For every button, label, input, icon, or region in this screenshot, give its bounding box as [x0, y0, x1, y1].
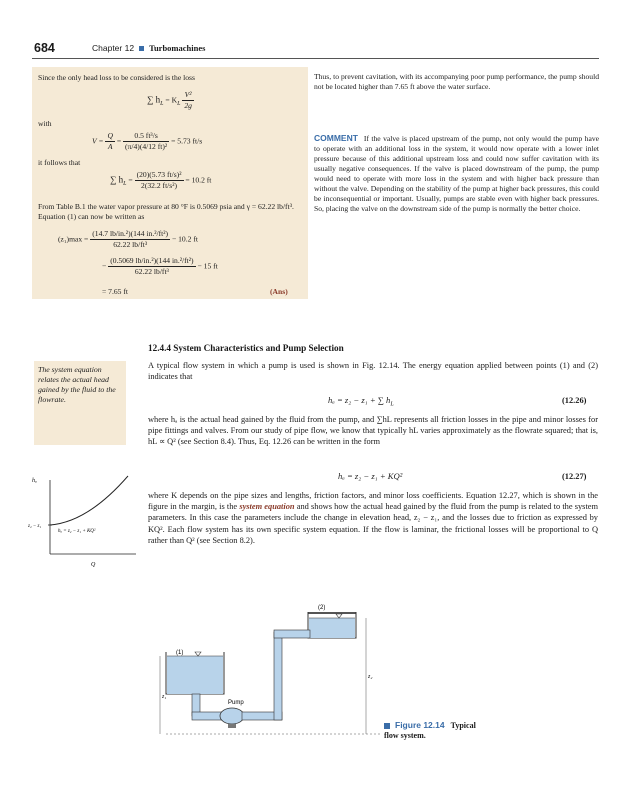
page-number: 684	[34, 41, 55, 55]
plot-x-label: Q	[91, 562, 96, 568]
system-curve	[50, 476, 128, 525]
eq-v-result: = 5.73 ft/s	[171, 136, 203, 146]
eq-hl-den: 2g	[184, 101, 192, 110]
system-equation-term: system equation	[239, 502, 295, 512]
running-header	[92, 43, 205, 53]
eq-v-num2: 0.5 ft³/s	[123, 131, 169, 142]
plot-curve-label: hₐ = z₂ − z₁ + KQ²	[58, 529, 96, 534]
figure-12-14	[158, 598, 390, 750]
eq-sum-den: 2(32.2 ft/s²)	[141, 181, 178, 190]
pump-label: Pump	[228, 700, 244, 706]
eq-sum-num: (20)(5.73 ft/s)²	[136, 170, 182, 179]
eq-z1-mid: − 10.2 ft	[171, 234, 198, 244]
point-1-label: (1)	[176, 650, 184, 656]
margin-note: The system equation relates the actual head gained by the fluid to the flowrate.	[34, 361, 126, 445]
equation-number-12-27: (12.27)	[562, 472, 587, 481]
eq-z1-den2: 62.22 lb/ft³	[134, 267, 169, 276]
figure-label: Figure 12.14	[395, 720, 445, 730]
answer-tag: (Ans)	[270, 287, 288, 296]
discharge-pipe-top	[274, 630, 310, 638]
figure-caption-text1: Typical	[450, 721, 476, 730]
eq-final: = 7.65 ft	[102, 287, 129, 296]
tank-2-lid	[308, 612, 356, 614]
tank-1-free-surface-marker	[195, 652, 201, 656]
tank-2-water	[309, 618, 355, 638]
section-paragraph-2: where hₐ is the actual head gained by the fluid from the pump, and ∑hL represents all friction losses in the pipe and minor losses for pipe fittings and valves. From our study of pipe flow, we know that typically hL varies approximately as the flowrate squared; that is, hL ∝ Q² (see Section 8.4). Thus, Eq. 12.26 can be written in the form	[148, 415, 598, 447]
system-curve-plot	[28, 470, 143, 570]
tank-2-free-surface-marker	[336, 614, 342, 618]
figure-caption	[384, 720, 476, 741]
follows-label: it follows that	[38, 158, 81, 167]
eq-v-den1: A	[107, 142, 113, 151]
point-2-label: (2)	[318, 605, 326, 611]
tank-1-water	[167, 656, 223, 694]
eq-hl-lhs: ∑ h	[147, 94, 161, 105]
comment-paragraph	[314, 133, 599, 214]
equation-number-12-26: (12.26)	[562, 396, 587, 405]
eq-hl-rhs: = K	[165, 95, 178, 105]
example-text-line1: Since the only head loss to be considered is the loss	[38, 73, 195, 82]
equation-12-26: hₐ = z₂ − z₁ + ∑ $h_L$	[328, 395, 394, 408]
pump-base	[228, 724, 236, 728]
header-rule	[32, 58, 599, 59]
section-title: 12.4.4 System Characteristics and Pump Selection	[148, 343, 344, 353]
eq-v-den2: (π/4)(4/12 ft)²	[125, 142, 168, 151]
chapter-label: Chapter 12	[92, 43, 135, 53]
section-paragraph-1: A typical flow system in which a pump is used is shown in Fig. 12.14. The energy equation applied between points (1) and (2) indicates that	[148, 361, 598, 382]
eq-z1-line1	[58, 229, 198, 250]
vapor-pressure-paragraph: From Table B.1 the water vapor pressure at 80 °F is 0.5069 psia and γ = 62.22 lb/ft³. Equation (1) can now be written as	[38, 202, 294, 221]
square-bullet-icon	[384, 723, 390, 729]
eq-z1-line2: − $\frac{\text{(0.5069 lb/in.²)(144 in.²/ft²)}}{\text{62.22 lb/ft³}}$ − 15 ft	[102, 256, 218, 276]
eq-velocity: V = $\frac{Q}{A}$ = $\frac{\text{0.5 ft³/s}}{\text{(π/4)(4/12 ft)²}}$ = 5.73 ft/s	[92, 131, 203, 151]
comment-label: COMMENT	[314, 133, 358, 143]
chapter-title: Turbomachines	[149, 43, 206, 53]
eq-z1-lhs: (z₁)max =	[58, 234, 89, 244]
eq-v-lhs: V =	[92, 136, 104, 146]
p3-part-b: and shows how the actual head gained by the fluid from the pump is related to the system parameters. In this case the parameters include the change in elevation head, z₂ − z₁, and the losses due to friction as expressed by KQ². Each flow system has its own specific system equation. If the flow is laminar, the frictional losses will be proportional to Q rather than Q² (see Section 8.2).	[148, 502, 598, 545]
pump-casing	[220, 708, 244, 724]
eq-12-26-text: hₐ = z₂ − z₁ + ∑ h	[328, 395, 391, 405]
figure-caption-text2: flow system.	[384, 731, 426, 740]
eq-z1-num2: (0.5069 lb/in.²)(144 in.²/ft²)	[110, 256, 194, 265]
equation-12-27: hₐ = z₂ − z₁ + KQ²	[338, 471, 403, 481]
eq-z1-den1: 62.22 lb/ft³	[113, 240, 148, 249]
discharge-pipe-vertical	[274, 632, 282, 720]
p3-part-a: where K depends on the pipe sizes and lengths, friction factors, and minor loss coefficients. Equation 12.27, which is shown in the figure in the margin, is the	[148, 491, 598, 512]
with-label: with	[38, 119, 52, 128]
eq-z1-num1: (14.7 lb/in.²)(144 in.²/ft²)	[92, 229, 169, 238]
eq-hl-num: V²	[182, 90, 194, 101]
square-bullet-icon	[139, 46, 144, 51]
eq-z1-end: − 15 ft	[197, 261, 218, 271]
section-paragraph-3	[148, 490, 598, 546]
eq-v-num1: Q	[107, 131, 113, 140]
eq-head-loss: ∑ $h_L = K_L$ $\frac{\text{V²}}{2g}$	[147, 90, 192, 110]
plot-intercept-label: z₂ − z₁	[28, 524, 42, 529]
plot-y-label: hₐ	[32, 478, 37, 484]
eq-sum-losses: ∑ $h_L$ = $\frac{\text{(20)(5.73 ft/s)²}}{\text{2(32.2 ft/s²)}}$ = 10.2 ft	[110, 170, 212, 190]
z1-label: z₁	[162, 694, 167, 700]
eq-sum-result: = 10.2 ft	[185, 175, 212, 185]
z2-label: z₂	[368, 674, 373, 680]
comment-text: If the valve is placed upstream of the pump, not only would the pump have to operate with an additional loss in the system, it would now operate with a lower inlet pressure because of this additional upstream loss and could now suffer cavitation with its usually negative consequences. If the valve is placed downstream of the pump, the pump would need to operate with more loss in the system and with higher back pressure than without the valve. Depending on the stability of the pump at higher back pressures, this could be inconsequential or important. Usually, pumps are stable even with higher back pressures. So, placing the valve on the downstream side of the pump is normally the better choice.	[314, 134, 599, 213]
cavitation-conclusion: Thus, to prevent cavitation, with its accompanying poor pump performance, the pump should not be located higher than 7.65 ft above the water surface.	[314, 72, 599, 91]
